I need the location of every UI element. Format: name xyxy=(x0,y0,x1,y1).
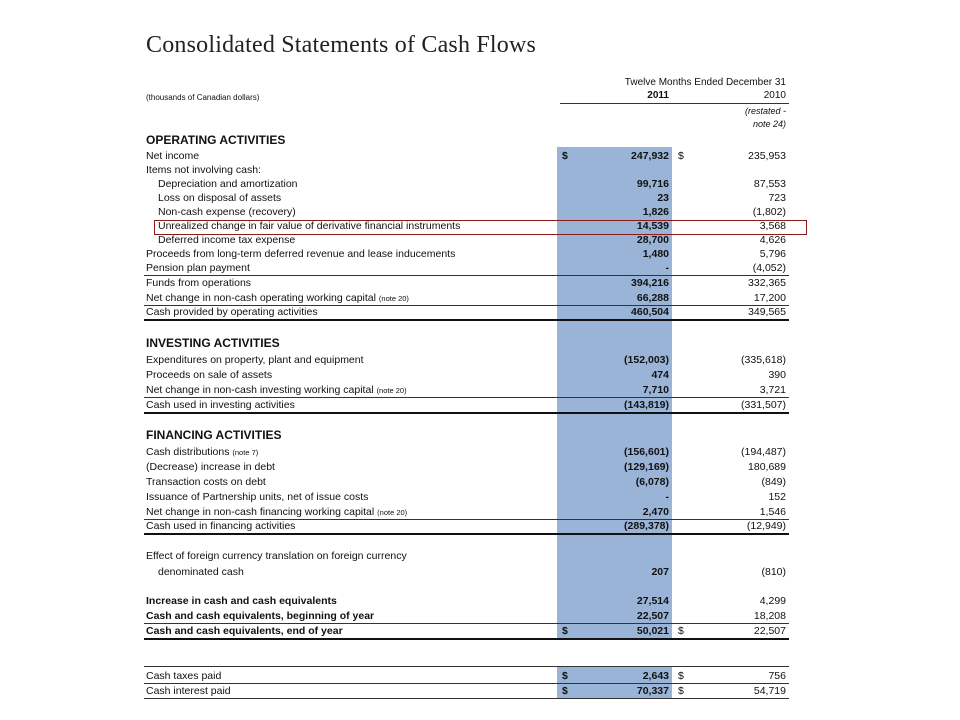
note-ref: (note 7) xyxy=(232,448,259,457)
units-label: (thousands of Canadian dollars) xyxy=(146,93,260,102)
currency-symbol: $ xyxy=(678,150,684,162)
increase-2011: 27,514 xyxy=(636,595,669,607)
currency-symbol: $ xyxy=(562,150,568,162)
investing-heading: INVESTING ACTIVITIES xyxy=(146,336,280,350)
note-ref: (note 20) xyxy=(376,386,407,395)
capex-label: Expenditures on property, plant and equipment xyxy=(146,354,364,366)
dist-2011: (156,601) xyxy=(624,446,669,458)
loss-2010: 723 xyxy=(768,192,786,204)
fin-wc-label: Net change in non-cash financing working capital (note 20) xyxy=(146,506,408,518)
beginning-label: Cash and cash equivalents, beginning of year xyxy=(146,610,375,622)
asset-sale-2010: 390 xyxy=(768,369,786,381)
proceeds-lt-2011: 1,480 xyxy=(642,248,669,260)
inv-wc-2010: 3,721 xyxy=(759,384,786,396)
proceeds-lt-2010: 5,796 xyxy=(759,248,786,260)
currency-symbol: $ xyxy=(562,625,568,637)
funds-2010: 332,365 xyxy=(748,277,786,289)
noncash-2011: 1,826 xyxy=(642,206,669,218)
op-total-label: Cash provided by operating activities xyxy=(146,306,318,318)
dist-label: Cash distributions (note 7) xyxy=(146,446,259,458)
dep-2010: 87,553 xyxy=(753,178,786,190)
row-rule xyxy=(144,683,789,684)
beginning-2011: 22,507 xyxy=(636,610,669,622)
costs-2010: (849) xyxy=(761,476,786,488)
currency-symbol: $ xyxy=(562,685,568,697)
asset-sale-label: Proceeds on sale of assets xyxy=(146,369,273,381)
units-issue-label: Issuance of Partnership units, net of issue costs xyxy=(146,491,369,503)
funds-2011: 394,216 xyxy=(631,277,669,289)
capex-2011: (152,003) xyxy=(624,354,669,366)
end-2011: 50,021 xyxy=(636,625,669,637)
units-issue-2011: - xyxy=(665,491,669,503)
net-income-2011: 247,932 xyxy=(631,150,669,162)
total-rule xyxy=(144,533,789,535)
dep-2011: 99,716 xyxy=(636,178,669,190)
funds-label: Funds from operations xyxy=(146,277,252,289)
restated-note-1: (restated - xyxy=(744,106,786,116)
inv-wc-2011: 7,710 xyxy=(642,384,669,396)
financing-heading: FINANCING ACTIVITIES xyxy=(146,428,282,442)
end-2010: 22,507 xyxy=(753,625,786,637)
capex-2010: (335,618) xyxy=(741,354,786,366)
row-rule xyxy=(144,623,789,624)
header-rule xyxy=(560,103,789,104)
unrealized-label: Unrealized change in fair value of derivative financial instruments xyxy=(158,220,461,232)
fx-label-line1: Effect of foreign currency translation on foreign currency xyxy=(146,550,407,562)
op-wc-2011: 66,288 xyxy=(636,292,669,304)
fin-total-label: Cash used in financing activities xyxy=(146,520,296,532)
total-rule xyxy=(144,319,789,321)
year-2010-header: 2010 xyxy=(763,90,786,101)
units-issue-2010: 152 xyxy=(768,491,786,503)
noncash-label: Non-cash expense (recovery) xyxy=(158,206,296,218)
inv-total-2010: (331,507) xyxy=(741,399,786,411)
row-rule xyxy=(144,397,789,398)
loss-label: Loss on disposal of assets xyxy=(158,192,282,204)
inv-total-2011: (143,819) xyxy=(624,399,669,411)
costs-2011: (6,078) xyxy=(635,476,669,488)
unrealized-2011: 14,539 xyxy=(636,220,669,232)
taxes-label: Cash taxes paid xyxy=(146,670,222,682)
currency-symbol: $ xyxy=(678,670,684,682)
beginning-2010: 18,208 xyxy=(753,610,786,622)
pension-2010: (4,052) xyxy=(752,262,786,274)
proceeds-lt-label: Proceeds from long-term deferred revenue and lease inducements xyxy=(146,248,456,260)
noncash-2010: (1,802) xyxy=(752,206,786,218)
deferred-tax-2011: 28,700 xyxy=(636,234,669,246)
debt-label: (Decrease) increase in debt xyxy=(146,461,275,473)
fin-total-2010: (12,949) xyxy=(746,520,786,532)
fin-wc-2010: 1,546 xyxy=(759,506,786,518)
deferred-tax-2010: 4,626 xyxy=(759,234,786,246)
interest-label: Cash interest paid xyxy=(146,685,231,697)
pension-label: Pension plan payment xyxy=(146,262,250,274)
dep-label: Depreciation and amortization xyxy=(158,178,298,190)
op-total-2010: 349,565 xyxy=(748,306,786,318)
page-title: Consolidated Statements of Cash Flows xyxy=(146,32,537,58)
end-label: Cash and cash equivalents, end of year xyxy=(146,625,343,637)
fx-2011: 207 xyxy=(651,566,669,578)
fx-label-line2: denominated cash xyxy=(158,566,244,578)
op-wc-2010: 17,200 xyxy=(753,292,786,304)
taxes-2010: 756 xyxy=(768,670,786,682)
note-ref: (note 20) xyxy=(378,294,409,303)
debt-2011: (129,169) xyxy=(624,461,669,473)
increase-label: Increase in cash and cash equivalents xyxy=(146,595,337,607)
note-ref: (note 20) xyxy=(377,508,408,517)
interest-2011: 70,337 xyxy=(636,685,669,697)
row-rule xyxy=(144,698,789,699)
pension-2011: - xyxy=(665,262,669,274)
items-not-cash-label: Items not involving cash: xyxy=(146,164,261,176)
restated-note-2: note 24) xyxy=(752,119,786,129)
currency-symbol: $ xyxy=(562,670,568,682)
inv-total-label: Cash used in investing activities xyxy=(146,399,295,411)
total-rule xyxy=(144,412,789,414)
op-wc-label: Net change in non-cash operating working capital (note 20) xyxy=(146,292,409,304)
asset-sale-2011: 474 xyxy=(651,369,669,381)
deferred-tax-label: Deferred income tax expense xyxy=(158,234,296,246)
debt-2010: 180,689 xyxy=(748,461,786,473)
net-income-label: Net income xyxy=(146,150,200,162)
operating-heading: OPERATING ACTIVITIES xyxy=(146,133,286,147)
row-rule xyxy=(144,666,789,667)
currency-symbol: $ xyxy=(678,625,684,637)
unrealized-2010: 3,568 xyxy=(759,220,786,232)
period-label: Twelve Months Ended December 31 xyxy=(624,77,786,88)
inv-wc-label: Net change in non-cash investing working capital (note 20) xyxy=(146,384,407,396)
total-rule xyxy=(144,638,789,640)
dist-2010: (194,487) xyxy=(741,446,786,458)
op-total-2011: 460,504 xyxy=(631,306,669,318)
fin-total-2011: (289,378) xyxy=(624,520,669,532)
loss-2011: 23 xyxy=(657,192,669,204)
interest-2010: 54,719 xyxy=(753,685,786,697)
net-income-2010: 235,953 xyxy=(748,150,786,162)
taxes-2011: 2,643 xyxy=(642,670,669,682)
costs-label: Transaction costs on debt xyxy=(146,476,266,488)
increase-2010: 4,299 xyxy=(759,595,786,607)
fin-wc-2011: 2,470 xyxy=(642,506,669,518)
currency-symbol: $ xyxy=(678,685,684,697)
row-rule xyxy=(144,275,789,276)
year-2011-header: 2011 xyxy=(647,90,669,101)
fx-2010: (810) xyxy=(761,566,786,578)
